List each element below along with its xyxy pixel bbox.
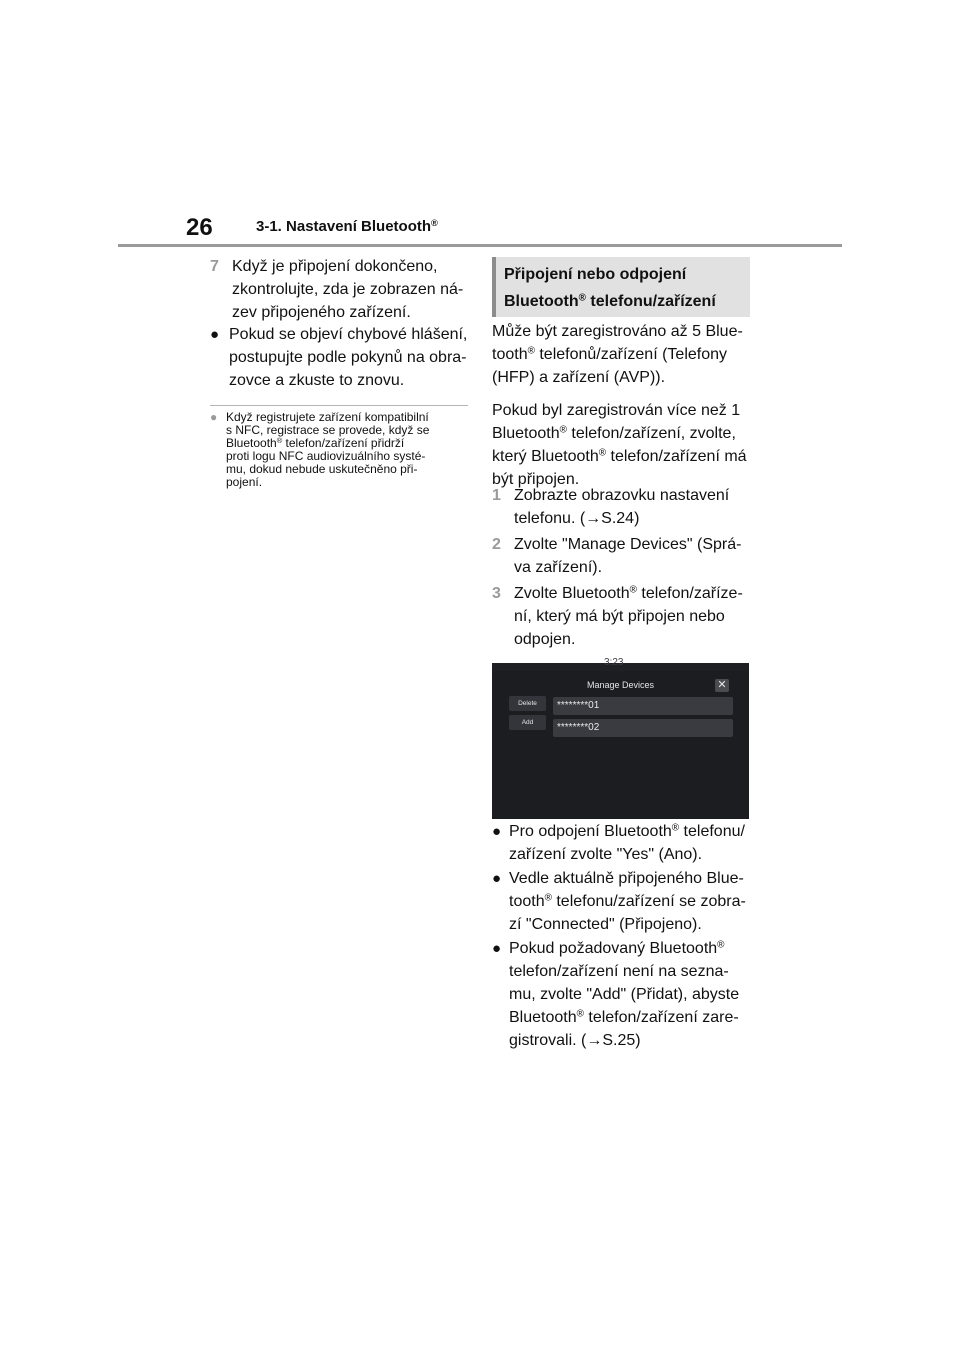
bullet-icon: ● [492, 940, 502, 957]
intro-text [492, 320, 754, 501]
note-divider [210, 405, 468, 406]
bullet-text: Pokud se objeví chybové hlášení, postupujte podle pokynů na obra- zovce a zkuste to znovu. [229, 326, 468, 389]
bullet-text: Vedle aktuálně připojeného Blue- tooth® telefonu/zařízení se zobra- zí "Connected" (Připojeno). [509, 870, 746, 933]
bullet-text: Pokud požadovaný Bluetooth® telefon/zařízení není na sezna- mu, zvolte "Add" (Přidat), abyste Bluetooth® telefon/zařízení zare- gistrovali. (→S.25) [509, 939, 740, 1049]
step-number: 3 [492, 585, 501, 602]
page-number: 26 [186, 214, 213, 241]
step-number: 7 [210, 258, 219, 275]
delete-button[interactable]: Delete [509, 696, 546, 711]
note-text: Když registrujete zařízení kompatibilní s NFC, registrace se provede, když se Bluetooth® telefon/zařízení přidrží proti logu NFC audiovizuálního systé- mu, dokud nebude uskutečněno při- pojení. [226, 410, 430, 489]
manage-devices-screenshot [492, 657, 749, 819]
step-number: 1 [492, 487, 501, 504]
section-heading: Připojení nebo odpojení Bluetooth® telefonu/zařízení [492, 257, 750, 317]
close-icon[interactable]: ✕ [715, 679, 729, 692]
step-text: Když je připojení dokončeno, zkontrolujte, zda je zobrazen ná- zev připojeného zařízení. [232, 258, 464, 321]
header-divider [118, 244, 842, 247]
screen-title: Manage Devices [586, 680, 655, 690]
step-text: Zvolte "Manage Devices" (Sprá- va zařízení). [514, 536, 742, 576]
intro-paragraph-2: Pokud byl zaregistrován více než 1 Bluetooth® telefon/zařízení, zvolte, který Bluetooth® telefon/zařízení má být připojen. [492, 402, 747, 488]
heading-accent-bar [492, 257, 496, 317]
step-text: Zvolte Bluetooth® telefon/zaříze- ní, který má být připojen nebo odpojen. [514, 584, 743, 648]
device-list-item[interactable]: ********02 [553, 719, 733, 737]
step-number: 2 [492, 536, 501, 553]
bullet-icon: ● [492, 870, 502, 887]
note-bullet-icon: ● [210, 410, 218, 424]
intro-paragraph-1: Může být zaregistrováno až 5 Blue- tooth® telefonů/zařízení (Telefony (HFP) a zařízení (AVP)). [492, 323, 743, 386]
clock: 3:23 [604, 657, 624, 668]
step-text: Zobrazte obrazovku nastavení telefonu. (→S.24) [514, 487, 730, 527]
bullet-text: Pro odpojení Bluetooth® telefonu/ zařízení zvolte "Yes" (Ano). [509, 822, 745, 863]
section-title: 3-1. Nastavení Bluetooth® [256, 217, 438, 235]
device-list-item[interactable]: ********01 [553, 697, 733, 715]
add-button[interactable]: Add [509, 715, 546, 730]
bullet-icon: ● [492, 823, 502, 840]
bullet-icon: ● [210, 326, 220, 343]
